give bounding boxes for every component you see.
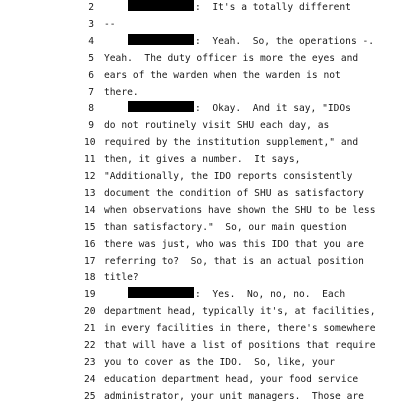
line-content: administrator, your unit managers. Those are [104, 390, 364, 402]
redaction-bar [128, 101, 194, 112]
line-content: : Yes. No, no, no. Each [195, 289, 346, 301]
line-number: 9 [88, 120, 94, 132]
line-content: then, it gives a number. It says, [104, 154, 301, 166]
transcript-line [0, 51, 400, 67]
transcript-line [0, 68, 400, 84]
transcript-line [0, 389, 400, 405]
line-content: do not routinely visit SHU each day, as [104, 120, 330, 132]
line-number: 3 [88, 18, 94, 30]
line-content: education department head, your food service [104, 373, 359, 385]
line-number: 21 [84, 323, 96, 335]
transcript-line [0, 118, 400, 134]
line-number: 12 [84, 171, 96, 182]
line-text [104, 355, 335, 371]
line-number: 6 [88, 69, 94, 81]
line-content: "Additionally, the IDO reports consistently [104, 171, 353, 182]
transcript-line [0, 169, 400, 185]
line-text [104, 135, 358, 151]
line-content: department head, typically it's, at facilities, [104, 306, 376, 318]
line-number: 22 [84, 340, 96, 351]
line-number: 20 [84, 306, 96, 318]
line-text [128, 34, 374, 50]
line-number: 17 [84, 255, 96, 267]
line-text [104, 270, 139, 286]
line-text [104, 85, 139, 101]
transcript-line [0, 34, 400, 50]
transcript-line [0, 101, 400, 117]
line-content: title? [104, 272, 139, 284]
line-text [104, 389, 364, 405]
line-text [104, 169, 352, 185]
line-number: 14 [84, 204, 96, 216]
transcript-line [0, 338, 400, 354]
line-number: 8 [88, 103, 94, 115]
line-text [104, 372, 358, 388]
line-number: 7 [88, 86, 94, 98]
line-content: : It's a totally different [195, 2, 351, 13]
line-content: in every facilities in there, there's somewhere [104, 323, 376, 335]
line-text [104, 237, 364, 253]
transcript-line [0, 186, 400, 202]
line-text [104, 220, 347, 236]
line-number: 5 [88, 52, 94, 64]
redaction-bar [128, 34, 194, 45]
line-number: 11 [84, 154, 96, 166]
transcript-line [0, 203, 400, 219]
transcript-line [0, 304, 400, 320]
line-text [104, 321, 375, 337]
line-content: Yeah. The duty officer is more the eyes and [104, 52, 359, 64]
transcript-line [0, 372, 400, 388]
transcript-line [0, 85, 400, 101]
line-content: document the condition of SHU as satisfactory [104, 187, 364, 199]
line-number: 24 [84, 373, 96, 385]
line-number: 18 [84, 272, 96, 284]
line-number: 2 [88, 2, 94, 13]
transcript-line [0, 135, 400, 151]
transcript-line [0, 321, 400, 337]
line-content: ears of the warden when the warden is not [104, 69, 341, 81]
line-content: : Yeah. So, the operations -. [195, 35, 375, 47]
line-text [104, 338, 375, 354]
line-text [104, 51, 358, 67]
line-number: 19 [84, 289, 96, 301]
line-content: there was just, who was this IDO that you are [104, 238, 364, 250]
line-text [128, 101, 351, 117]
transcript-line [0, 355, 400, 371]
line-text [104, 152, 300, 168]
line-number: 23 [84, 356, 96, 368]
transcript-line [0, 237, 400, 253]
line-content: there. [104, 86, 139, 98]
line-content: that will have a list of positions that require [104, 340, 376, 351]
line-text [128, 0, 351, 16]
line-number: 13 [84, 187, 96, 199]
line-text [104, 68, 341, 84]
redaction-bar [128, 0, 194, 11]
redaction-bar [128, 287, 194, 298]
line-text [104, 118, 329, 134]
line-text [104, 186, 364, 202]
transcript-line [0, 17, 400, 33]
line-content: you to cover as the IDO. So, like, your [104, 356, 336, 368]
line-text [128, 287, 345, 303]
transcript-line [0, 287, 400, 303]
line-number: 15 [84, 221, 96, 233]
line-text [104, 254, 364, 270]
transcript-line [0, 220, 400, 236]
line-number: 25 [84, 390, 96, 402]
line-content: : Okay. And it say, "IDOs [195, 103, 351, 115]
line-number: 16 [84, 238, 96, 250]
line-content: referring to? So, that is an actual position [104, 255, 364, 267]
line-text [104, 203, 375, 219]
transcript-line [0, 270, 400, 286]
line-number: 10 [84, 137, 96, 149]
transcript-line [0, 254, 400, 270]
transcript-line [0, 152, 400, 168]
line-content: than satisfactory." So, our main question [104, 221, 347, 233]
line-content: when observations have shown the SHU to be less [104, 204, 376, 216]
transcript-line [0, 0, 400, 16]
line-number: 4 [88, 35, 94, 47]
line-content: -- [104, 18, 116, 30]
line-text [104, 17, 116, 33]
line-text [104, 304, 375, 320]
line-content: required by the institution supplement," and [104, 137, 359, 149]
